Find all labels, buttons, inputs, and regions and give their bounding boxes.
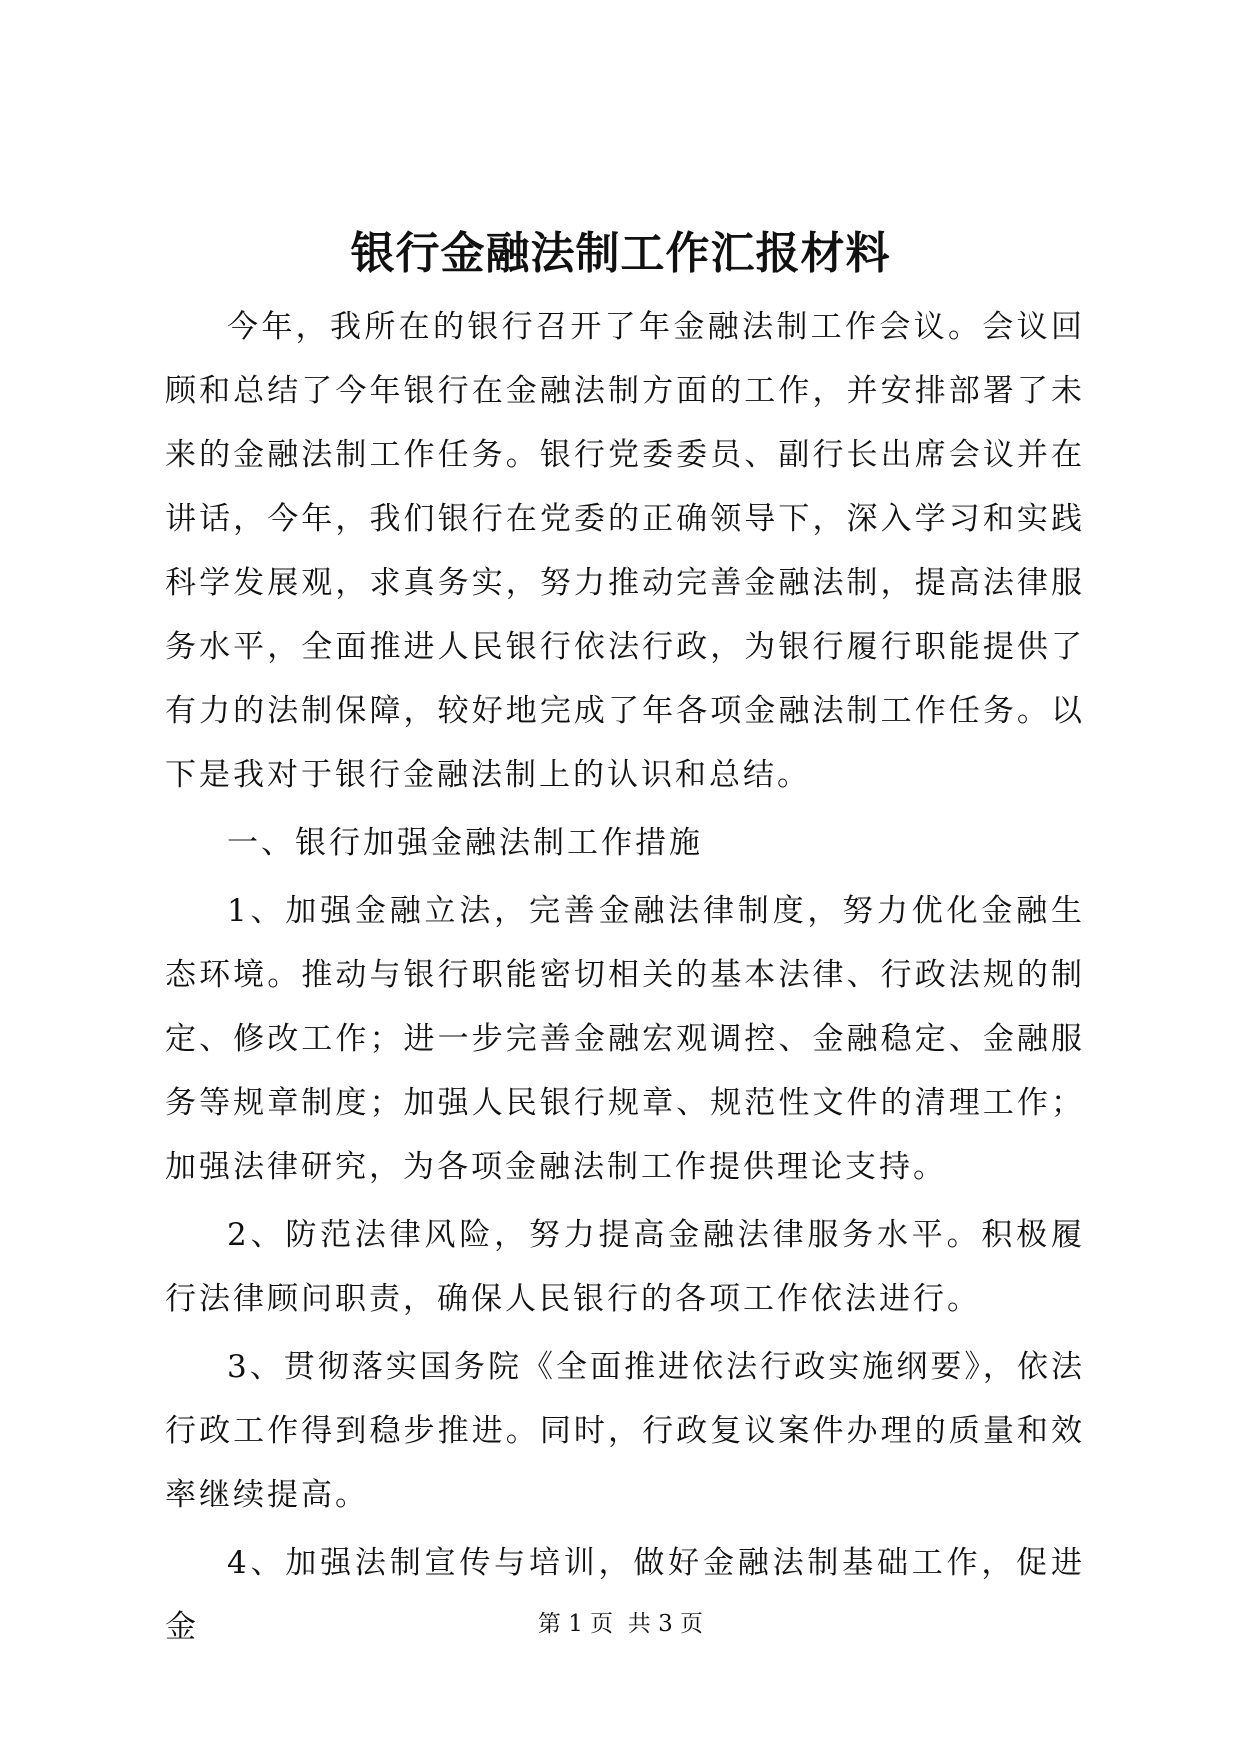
paragraph-item-1: 1、加强金融立法，完善金融法律制度，努力优化金融生态环境。推动与银行职能密切相关的基本法律、行政法规的制定、修改工作；进一步完善金融宏观调控、金融稳定、金融服务等规章制度；加强人民银行规章、规范性文件的清理工作；加强法律研究，为各项金融法制工作提供理论支持。: [165, 893, 1085, 1185]
page-number-label: 第 1 页 共 3 页: [537, 1611, 704, 1637]
paragraph-item-4: 4、加强法制宣传与培训，做好金融法制基础工作，促进金: [165, 1545, 1085, 1645]
paragraph-intro: 今年，我所在的银行召开了年金融法制工作会议。会议回顾和总结了今年银行在金融法制方面的工作，并安排部署了未来的金融法制工作任务。银行党委委员、副行长出席会议并在讲话，今年，我们银行在党委的正确领导下，深入学习和实践科学发展观，求真务实，努力推动完善金融法制，提高法律服务水平，全面推进人民银行依法行政，为银行履行职能提供了有力的法制保障，较好地完成了年各项金融法制工作任务。以下是我对于银行金融法制上的认识和总结。: [165, 309, 1085, 793]
paragraph-item-2: 2、防范法律风险，努力提高金融法律服务水平。积极履行法律顾问职责，确保人民银行的各项工作依法进行。: [165, 1217, 1085, 1317]
document-title: 银行金融法制工作汇报材料: [350, 228, 891, 279]
document-body: [165, 295, 1085, 1663]
section-heading: 一、银行加强金融法制工作措施: [227, 825, 703, 861]
paragraph-item-3: 3、贯彻落实国务院《全面推进依法行政实施纲要》，依法行政工作得到稳步推进。同时，行政复议案件办理的质量和效率继续提高。: [165, 1349, 1085, 1513]
page-footer: [0, 1608, 1241, 1640]
